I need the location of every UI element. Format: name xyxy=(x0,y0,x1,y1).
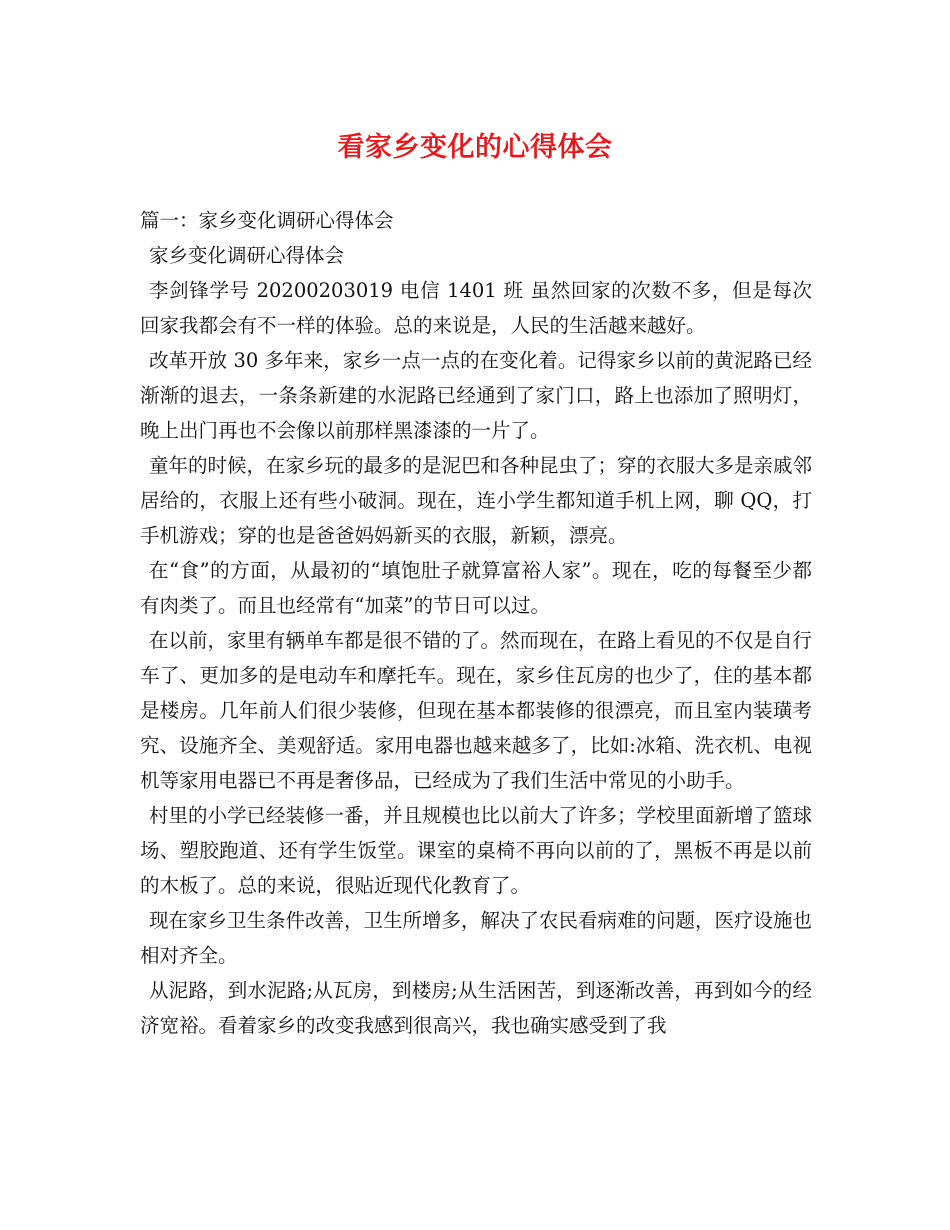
body-paragraph: 现在家乡卫生条件改善，卫生所增多，解决了农民看病难的问题，医疗设施也相对齐全。 xyxy=(140,909,813,967)
document-body xyxy=(140,203,812,1043)
body-paragraph: 从泥路，到水泥路;从瓦房，到楼房;从生活困苦，到逐渐改善，再到如今的经济宽裕。看着家乡的改变我感到很高兴，我也确实感受到了我 xyxy=(140,979,812,1037)
body-paragraph: 村里的小学已经装修一番，并且规模也比以前大了许多；学校里面新增了篮球场、塑胶跑道、还有学生饭堂。课室的桌椅不再向以前的了，黑板不再是以前的木板了。总的来说，很贴近现代化教育了。 xyxy=(140,804,813,897)
document-title: 看家乡变化的心得体会 xyxy=(337,132,613,163)
body-paragraph: 改革开放 30 多年来，家乡一点一点的在变化着。记得家乡以前的黄泥路已经渐渐的退去，一条条新建的水泥路已经通到了家门口，路上也添加了照明灯，晚上出门再也不会像以前那样黑漆漆的一片了。 xyxy=(140,349,812,442)
sub-heading: 家乡变化调研心得体会 xyxy=(149,244,345,267)
body-paragraph: 李剑锋学号 20200203019 电信 1401 班 虽然回家的次数不多，但是每次回家我都会有不一样的体验。总的来说是，人民的生活越来越好。 xyxy=(140,279,812,337)
body-paragraph: 童年的时候，在家乡玩的最多的是泥巴和各种昆虫了；穿的衣服大多是亲戚邻居给的，衣服上还有些小破洞。现在，连小学生都知道手机上网，聊 QQ，打手机游戏；穿的也是爸爸妈妈新买的衣服，新颖，漂亮。 xyxy=(140,454,813,547)
body-paragraph: 在“食”的方面，从最初的“填饱肚子就算富裕人家”。现在，吃的每餐至少都有肉类了。而且也经常有“加菜”的节日可以过。 xyxy=(140,559,812,617)
section-heading: 篇一：家乡变化调研心得体会 xyxy=(140,209,394,232)
body-paragraph: 在以前，家里有辆单车都是很不错的了。然而现在，在路上看见的不仅是自行车了、更加多的是电动车和摩托车。现在，家乡住瓦房的也少了，住的基本都是楼房。几年前人们很少装修，但现在基本都装修的很漂亮，而且室内装璜考究、设施齐全、美观舒适。家用电器也越来越多了，比如:冰箱、洗衣机、电视机等家用电器已不再是奢侈品，已经成为了我们生活中常见的小助手。 xyxy=(140,629,813,792)
